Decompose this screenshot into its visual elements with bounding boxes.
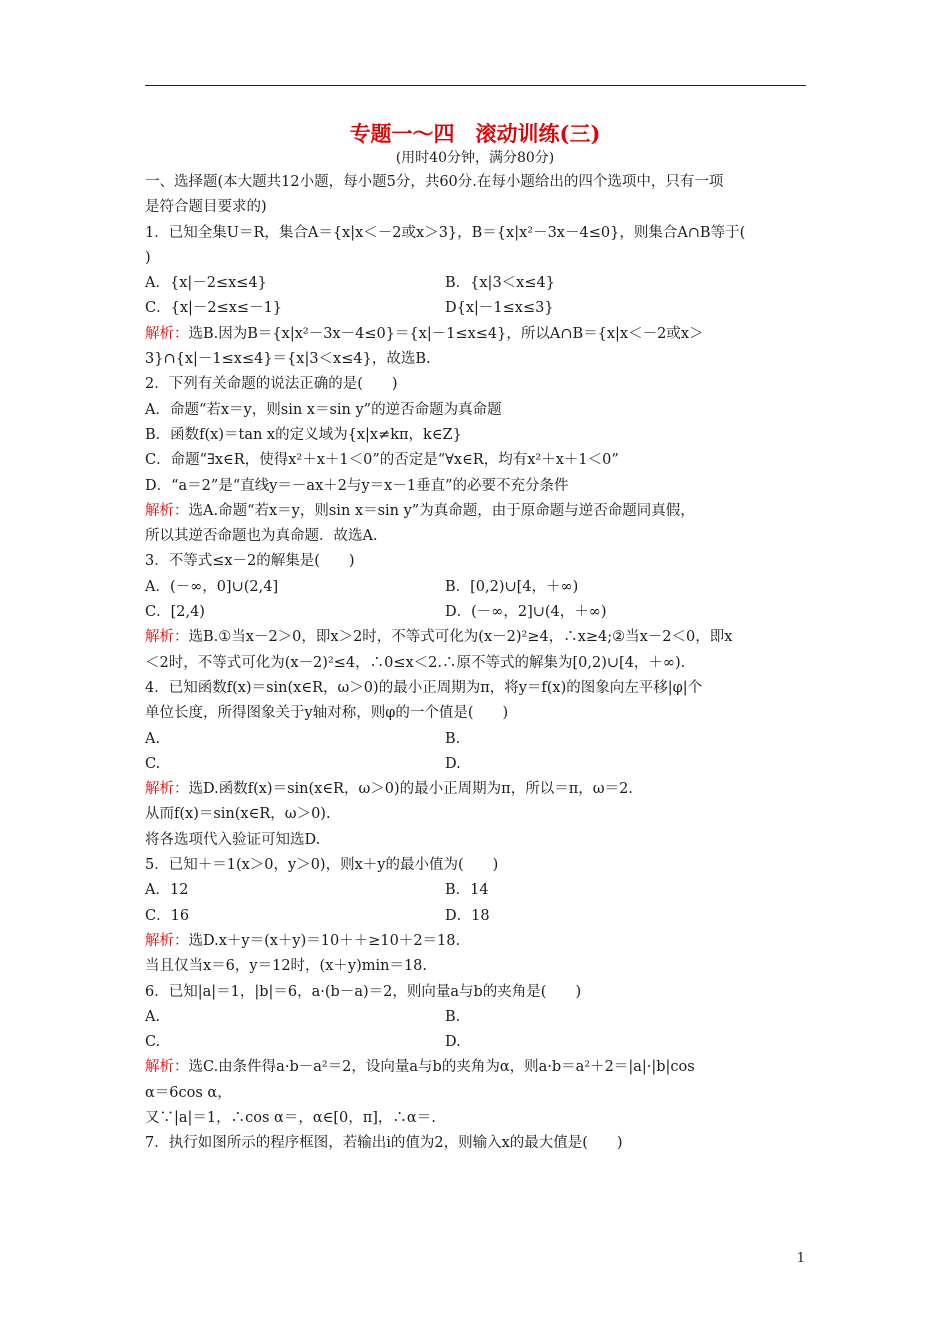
text-line: 3．不等式≤x－2的解集是( ) (145, 553, 355, 570)
analysis-line (145, 777, 807, 802)
option-right: B．[0,2)∪[4，＋∞) (445, 578, 579, 595)
text-line: 1．已知全集U＝R，集合A＝{x|x＜－2或x＞3}，B＝{x|x²－3x－4≤0}，则集合A∩B等于( (145, 224, 746, 241)
option-right: D{x|－1≤x≤3} (445, 300, 554, 317)
text-line: D．“a＝2”是“直线y＝－ax＋2与y＝x－1垂直”的必要不充分条件 (145, 477, 569, 494)
option-row (145, 878, 807, 903)
text-line: ) (145, 249, 151, 266)
analysis-line (145, 929, 807, 954)
text-line: 7．执行如图所示的程序框图，若输出i的值为2，则输入x的最大值是( ) (145, 1135, 623, 1152)
analysis-label: 解析： (145, 629, 189, 646)
option-row (145, 752, 807, 777)
option-row (145, 1005, 807, 1030)
analysis-label: 解析： (145, 932, 189, 949)
page-title: 专题一～四 滚动训练(三) (349, 121, 601, 146)
analysis-text: 选C.由条件得a·b－a²＝2，设向量a与b的夹角为α，则a·b＝a²＋2＝|a|·|b|cos (188, 1059, 695, 1076)
option-left: C．{x|－2≤x≤－1} (145, 300, 283, 317)
text-line: 6．已知|a|＝1，|b|＝6，a·(b－a)＝2，则向量a与b的夹角是( ) (145, 983, 582, 1000)
text-line: 单位长度，所得图象关于y轴对称，则φ的一个值是( ) (145, 705, 509, 722)
option-left: A．(－∞，0]∪(2,4] (145, 578, 279, 595)
option-right: D．18 (445, 907, 490, 924)
option-row (145, 1030, 807, 1055)
option-right: D. (445, 1034, 461, 1051)
option-row (145, 271, 807, 296)
text-line: 将各选项代入验证可知选D. (145, 831, 321, 848)
text-line: 4．已知函数f(x)＝sin(x∈R，ω＞0)的最小正周期为π，将y＝f(x)的图象向左平移|φ|个 (145, 679, 703, 696)
analysis-line (145, 322, 807, 347)
analysis-line (145, 625, 807, 650)
text-line: 一、选择题(本大题共12小题，每小题5分，共60分.在每小题给出的四个选项中，只有一项 (145, 174, 724, 190)
analysis-line (145, 1055, 807, 1080)
option-row (145, 575, 807, 600)
option-left: A. (145, 1008, 161, 1025)
analysis-text: 选D.函数f(x)＝sin(x∈R，ω＞0)的最小正周期为π，所以＝π，ω＝2. (188, 781, 633, 798)
text-line: 3}∩{x|－1≤x≤4}＝{x|3＜x≤4}，故选B. (145, 351, 431, 368)
option-left: C. (145, 1034, 161, 1051)
analysis-label: 解析： (145, 1059, 189, 1076)
page-number: 1 (796, 1251, 805, 1266)
option-left: C. (145, 755, 161, 772)
option-left: A．{x|－2≤x≤4} (145, 275, 267, 292)
text-line: 所以其逆否命题也为真命题．故选A. (145, 528, 378, 545)
option-left: A. (145, 730, 161, 747)
option-right: B．{x|3＜x≤4} (445, 275, 555, 292)
page-subtitle: (用时40分钟，满分80分) (395, 150, 555, 166)
text-line: α＝6cos α， (145, 1084, 232, 1101)
option-left: C．16 (145, 907, 190, 924)
option-right: D. (445, 755, 461, 772)
analysis-line (145, 499, 807, 524)
analysis-label: 解析： (145, 781, 189, 798)
text-line: ＜2时，不等式可化为(x－2)²≤4，∴0≤x＜2.∴原不等式的解集为[0,2)∪[4，＋∞). (145, 654, 686, 671)
option-left: C．[2,4) (145, 604, 205, 621)
option-row (145, 296, 807, 321)
text-line: B．函数f(x)＝tan x的定义域为{x|x≠kπ，k∈Z} (145, 426, 462, 443)
text-line: 又∵|a|＝1，∴cos α＝，α∈[0，π]，∴α＝. (145, 1109, 436, 1126)
text-line: 5．已知＋＝1(x＞0，y＞0)，则x＋y的最小值为( ) (145, 857, 499, 874)
text-line: 是符合题目要求的) (145, 199, 267, 216)
option-row (145, 727, 807, 752)
analysis-text: 选A.命题“若x＝y，则sin x＝sin y”为真命题，由于原命题与逆否命题同真假， (188, 502, 695, 519)
text-line: C．命题“∃x∈R，使得x²＋x＋1＜0”的否定是“∀x∈R，均有x²＋x＋1＜0” (145, 452, 619, 469)
text-line: 2．下列有关命题的说法正确的是( ) (145, 376, 398, 393)
option-right: B．14 (445, 882, 489, 899)
analysis-label: 解析： (145, 325, 189, 342)
header-rule (145, 85, 806, 86)
option-right: B. (445, 730, 461, 747)
analysis-text: 选B.因为B＝{x|x²－3x－4≤0}＝{x|－1≤x≤4}，所以A∩B＝{x|x＜－2或x＞ (188, 325, 704, 342)
option-right: D．(－∞，2]∪(4，＋∞) (445, 604, 607, 621)
option-left: A．12 (145, 882, 189, 899)
text-line: A．命题“若x＝y，则sin x＝sin y”的逆否命题为真命题 (145, 401, 502, 418)
analysis-text: 选D.x＋y＝(x＋y)＝10＋＋≥10＋2＝18. (188, 932, 461, 949)
analysis-text: 选B.①当x－2＞0，即x＞2时，不等式可化为(x－2)²≥4，∴x≥4;②当x－2＜0，即x (188, 629, 733, 646)
text-line: 当且仅当x＝6，y＝12时，(x＋y)min＝18. (145, 958, 428, 975)
option-row (145, 600, 807, 625)
document-body (145, 170, 807, 1157)
option-right: B. (445, 1008, 461, 1025)
option-row (145, 904, 807, 929)
analysis-label: 解析： (145, 502, 189, 519)
text-line: 从而f(x)＝sin(x∈R，ω＞0). (145, 806, 331, 823)
